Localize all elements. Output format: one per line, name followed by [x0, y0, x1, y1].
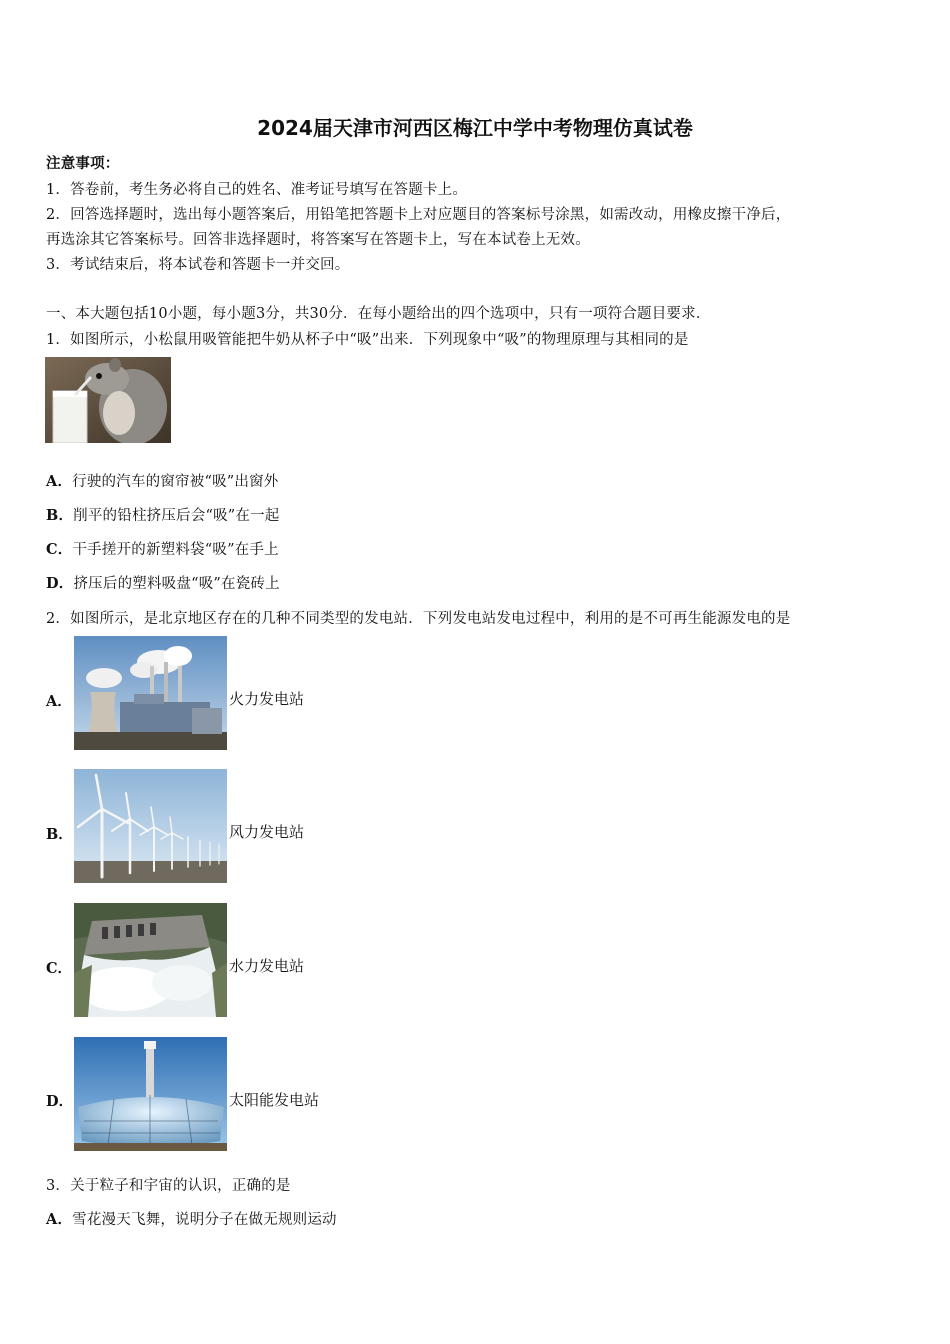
q1-option-a — [46, 470, 278, 491]
notice-item: 3．考试结束后，将本试卷和答题卡一并交回。 — [46, 257, 350, 273]
page-title: 2024届天津市河西区梅江中学中考物理仿真试卷 — [257, 116, 693, 140]
notice-heading: 注意事项： — [46, 155, 120, 172]
notice-item: 1．答卷前，考生务必将自己的姓名、准考证号填写在答题卡上。 — [46, 182, 468, 198]
q2-option-a-label: A． — [46, 693, 72, 710]
q2-option-d-label: D． — [46, 1093, 74, 1110]
wind-power-station-image — [74, 769, 227, 883]
question-1-stem: 1．如图所示，小松鼠用吸管能把牛奶从杯子中“吸”出来．下列现象中“吸”的物理原理与其相同的是 — [46, 332, 689, 348]
q2-option-b-text: 风力发电站 — [229, 823, 305, 841]
squirrel-milk-image — [45, 357, 171, 443]
section-header: 一、本大题包括10小题，每小题3分，共30分．在每小题给出的四个选项中，只有一项符合题目要求． — [46, 306, 711, 322]
q2-option-b-label: B． — [46, 826, 73, 843]
q3-option-a — [46, 1208, 337, 1229]
question-2-stem: 2．如图所示，是北京地区存在的几种不同类型的发电站．下列发电站发电过程中，利用的是不可再生能源发电的是 — [46, 611, 791, 627]
q1-option-c — [46, 538, 279, 559]
option-text: 挤压后的塑料吸盘“吸”在瓷砖上 — [73, 576, 280, 592]
hydro-power-station-image — [74, 903, 227, 1017]
q2-option-a-text: 火力发电站 — [229, 690, 305, 708]
q2-option-d-text: 太阳能发电站 — [229, 1091, 320, 1109]
option-label: A． — [46, 1211, 73, 1228]
option-text: 削平的铅柱挤压后会“吸”在一起 — [73, 508, 280, 524]
q2-option-c-label: C． — [46, 960, 73, 977]
question-3-stem: 3．关于粒子和宇宙的认识，正确的是 — [46, 1178, 291, 1194]
notice-item: 2．回答选择题时，选出每小题答案后，用铅笔把答题卡上对应题目的答案标号涂黑，如需改动，用橡皮擦干净后， — [46, 207, 791, 223]
option-label: B． — [46, 507, 74, 524]
option-text: 行驶的汽车的窗帘被“吸”出窗外 — [72, 474, 279, 490]
q1-option-b — [46, 504, 279, 525]
notice-item: 再选涂其它答案标号。回答非选择题时，将答案写在答题卡上，写在本试卷上无效。 — [46, 232, 590, 248]
thermal-power-station-image — [74, 636, 227, 750]
option-label: D． — [46, 575, 74, 592]
q1-option-d — [46, 572, 280, 593]
solar-power-station-image — [74, 1037, 227, 1151]
option-label: C． — [46, 541, 73, 558]
option-text: 干手搓开的新塑料袋“吸”在手上 — [72, 542, 279, 558]
option-label: A． — [46, 473, 73, 490]
q2-option-c-text: 水力发电站 — [229, 957, 305, 975]
option-text: 雪花漫天飞舞，说明分子在做无规则运动 — [72, 1212, 337, 1228]
